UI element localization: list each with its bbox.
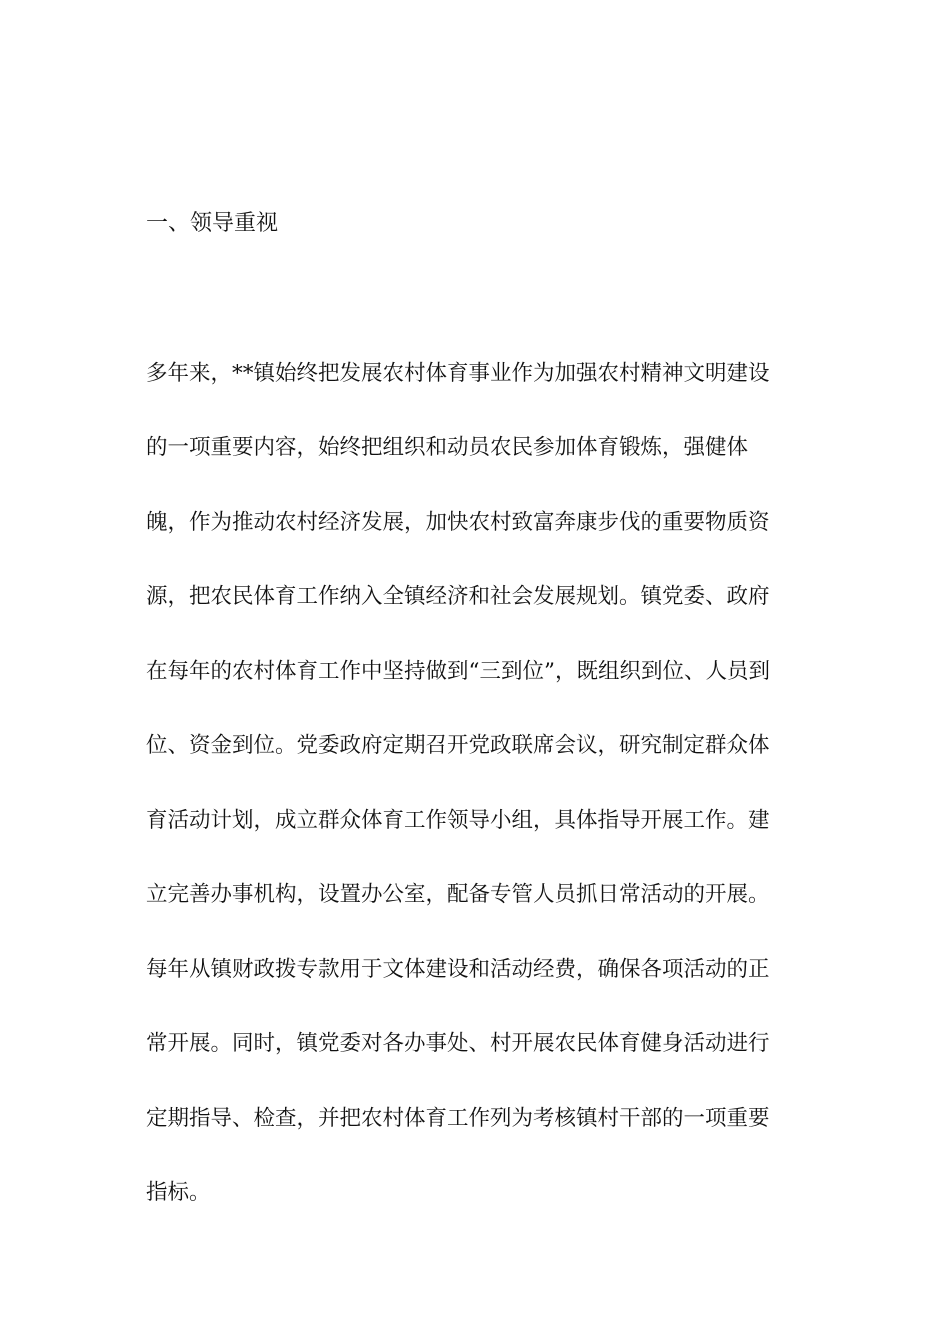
section-heading: 一、领导重视 xyxy=(146,211,279,236)
paragraph-line: 多年来，**镇始终把发展农村体育事业作为加强农村精神文明建设 xyxy=(146,361,770,386)
paragraph-line: 魄，作为推动农村经济发展，加快农村致富奔康步伐的重要物质资 xyxy=(146,510,770,535)
paragraph-line: 育活动计划，成立群众体育工作领导小组，具体指导开展工作。建 xyxy=(146,808,770,833)
paragraph-line: 位、资金到位。党委政府定期召开党政联席会议，研究制定群众体 xyxy=(146,733,770,758)
paragraph-line: 的一项重要内容，始终把组织和动员农民参加体育锻炼，强健体 xyxy=(146,435,749,460)
paragraph-line: 每年从镇财政拨专款用于文体建设和活动经费，确保各项活动的正 xyxy=(146,957,770,982)
paragraph-line: 常开展。同时，镇党委对各办事处、村开展农民体育健身活动进行 xyxy=(146,1031,770,1056)
paragraph-line: 指标。 xyxy=(146,1180,211,1205)
paragraph-line: 立完善办事机构，设置办公室，配备专管人员抓日常活动的开展。 xyxy=(146,882,770,907)
paragraph-line: 定期指导、检查，并把农村体育工作列为考核镇村干部的一项重要 xyxy=(146,1106,770,1131)
paragraph-line: 在每年的农村体育工作中坚持做到“三到位”，既组织到位、人员到 xyxy=(146,659,770,684)
paragraph-line: 源，把农民体育工作纳入全镇经济和社会发展规划。镇党委、政府 xyxy=(146,584,770,609)
